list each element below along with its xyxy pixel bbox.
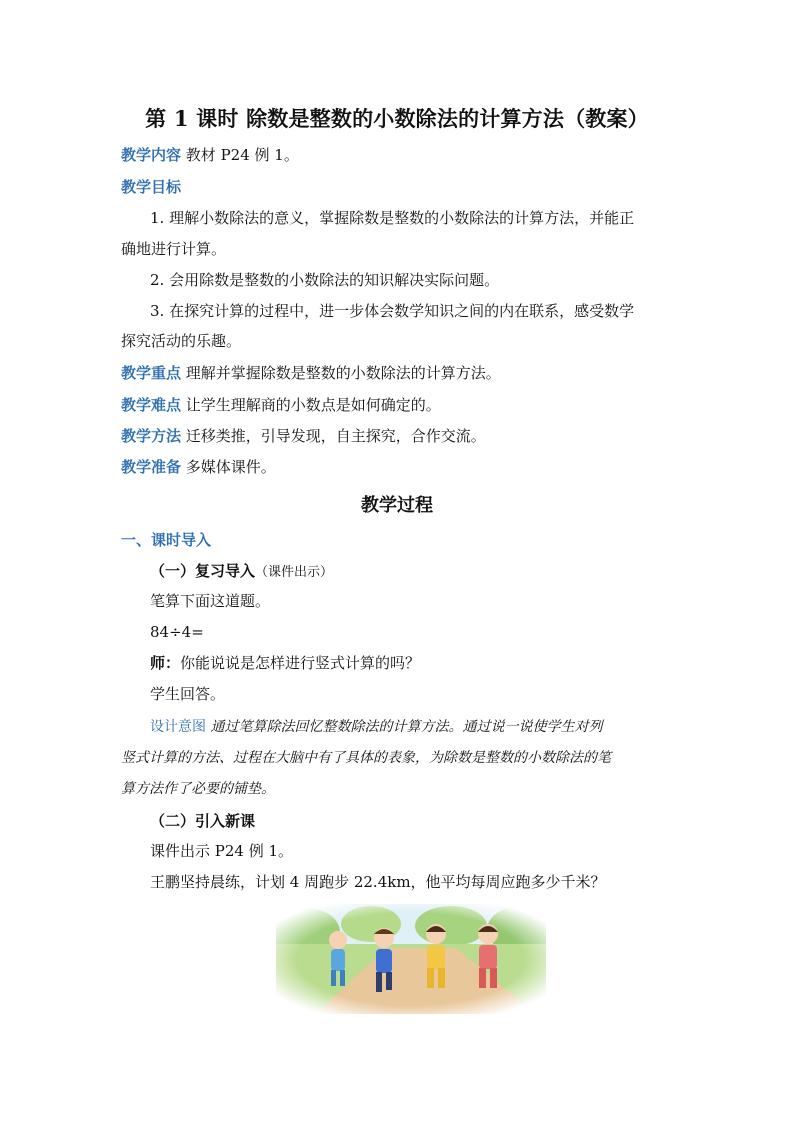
key-point-label: 教学重点 [121, 364, 182, 382]
subsection-1-title: （一）复习导入 [150, 562, 256, 580]
teacher-label: 师： [150, 654, 181, 672]
word-problem: 王鹏坚持晨练，计划 4 周跑步 22.4km，他平均每周应跑多少千米？ [150, 873, 606, 891]
content-label: 教学内容 [121, 146, 182, 164]
preparation-text: 多媒体课件。 [185, 458, 276, 476]
key-point-text: 理解并掌握除数是整数的小数除法的计算方法。 [185, 364, 501, 382]
courseware-show: 课件出示 P24 例 1。 [150, 842, 294, 860]
preparation-row [121, 457, 276, 477]
goal-1-line-2: 确地进行计算。 [121, 240, 227, 258]
difficulty-label: 教学难点 [121, 396, 182, 414]
design-intent-text-1: 通过笔算除法回忆整数除法的计算方法。通过说一说使学生对列 [210, 719, 603, 735]
student-answer: 学生回答。 [150, 685, 226, 703]
method-label: 教学方法 [121, 427, 182, 445]
preparation-label: 教学准备 [121, 458, 182, 476]
lesson-title: 第 1 课时 除数是整数的小数除法的计算方法（教案） [145, 106, 649, 131]
goal-2: 2. 会用除数是整数的小数除法的知识解决实际问题。 [150, 271, 500, 289]
difficulty-text: 让学生理解商的小数点是如何确定的。 [185, 396, 441, 414]
division-expression: 84÷4= [150, 623, 204, 641]
key-point-row [121, 363, 501, 383]
goal-1-line-1: 1. 理解小数除法的意义，掌握除数是整数的小数除法的计算方法，并能正 [150, 209, 635, 227]
subsection-2-heading: （二）引入新课 [150, 812, 256, 830]
content-text: 教材 P24 例 1。 [185, 146, 299, 164]
content-row [121, 145, 299, 165]
design-intent-line-2: 竖式计算的方法、过程在大脑中有了具体的表象，为除数是整数的小数除法的笔 [121, 750, 611, 766]
subsection-1-heading [150, 560, 333, 581]
goals-label: 教学目标 [121, 178, 182, 196]
design-intent-line-1 [150, 716, 602, 736]
subsection-1-note: （课件出示） [255, 565, 334, 580]
teacher-text: 你能说说是怎样进行竖式计算的吗？ [180, 654, 421, 672]
calc-instruction: 笔算下面这道题。 [150, 592, 271, 610]
teacher-question [150, 653, 420, 673]
method-row [121, 426, 486, 446]
design-intent-line-3: 算方法作了必要的铺垫。 [121, 781, 275, 797]
difficulty-row [121, 395, 441, 415]
method-text: 迁移类推，引导发现，自主探究，合作交流。 [185, 427, 486, 445]
goal-3-line-1: 3. 在探究计算的过程中，进一步体会数学知识之间的内在联系，感受数学 [150, 302, 635, 320]
goal-3-line-2: 探究活动的乐趣。 [121, 332, 242, 350]
section-1-heading: 一、课时导入 [121, 531, 212, 549]
process-heading: 教学过程 [361, 495, 433, 516]
running-children-illustration [276, 904, 546, 1014]
design-intent-label: 设计意图 [150, 719, 206, 735]
